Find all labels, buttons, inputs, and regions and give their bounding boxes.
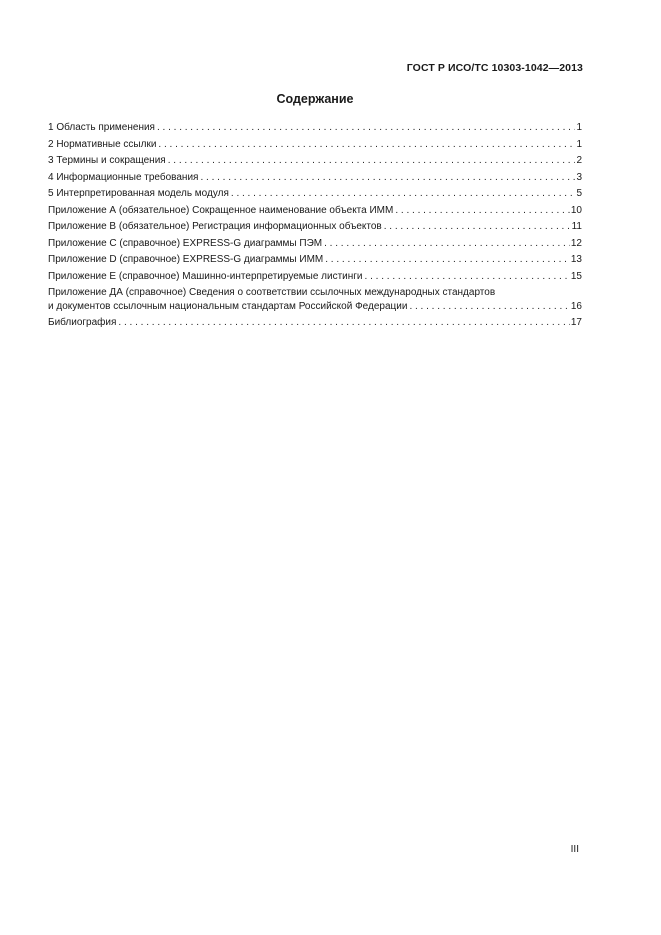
dot-leader (409, 300, 569, 314)
toc-entry-page: 16 (570, 300, 582, 312)
toc-entry-information-requirements[interactable] (48, 170, 582, 187)
toc-entry-label: Приложение А (обязательное) Сокращенное наименование объекта ИММ (48, 204, 394, 216)
dot-leader (384, 219, 571, 236)
toc-entry-module-model[interactable] (48, 186, 582, 203)
toc-entry-bibliography[interactable] (48, 315, 582, 332)
toc-entry-page: 1 (576, 138, 582, 150)
toc-entry-label: 1 Область применения (48, 122, 155, 133)
toc-entry-label: 3 Термины и сокращения (48, 155, 166, 166)
dot-leader (324, 236, 570, 253)
dot-leader (118, 315, 569, 332)
toc-entry-annex-b[interactable] (48, 219, 582, 236)
toc-entry-annex-da[interactable] (48, 286, 582, 313)
dot-leader (395, 203, 570, 220)
dot-leader (231, 186, 576, 203)
toc-entry-annex-c[interactable] (48, 236, 582, 253)
toc-entry-page: 15 (570, 270, 582, 282)
dot-leader (168, 153, 576, 170)
dot-leader (365, 269, 570, 286)
toc-title: Содержание (276, 92, 354, 106)
toc-entry-page: 11 (571, 221, 582, 232)
toc-entry-page: 12 (570, 237, 582, 249)
toc-entry-label: 5 Интерпретированная модель модуля (48, 188, 229, 199)
toc-entry-annex-da-line2 (48, 300, 582, 314)
toc-entry-annex-d[interactable] (48, 252, 582, 269)
toc-entry-label: Приложение D (справочное) EXPRESS-G диаграммы ИММ (48, 254, 324, 265)
toc-entry-page: 13 (570, 254, 582, 265)
toc-entry-page: 17 (570, 317, 582, 328)
toc-entry-label: Приложение В (обязательное) Регистрация информационных объектов (48, 221, 382, 232)
toc-entry-label: Приложение С (справочное) EXPRESS-G диаграммы ПЭМ (48, 237, 323, 249)
toc-entry-annex-a[interactable] (48, 203, 582, 220)
toc-entry-label: 2 Нормативные ссылки (48, 138, 157, 150)
toc-entry-annex-e[interactable] (48, 269, 582, 286)
toc-entry-label: Приложение Е (справочное) Машинно-интерпретируемые листинги (48, 270, 363, 282)
toc-entry-label: 4 Информационные требования (48, 171, 199, 183)
page-number: III (570, 844, 579, 855)
dot-leader (158, 137, 575, 154)
toc-entry-terms[interactable] (48, 153, 582, 170)
toc-entry-page: 5 (576, 188, 582, 199)
toc-entry-page: 10 (570, 204, 582, 216)
toc-entry-page: 1 (576, 122, 582, 133)
table-of-contents (48, 120, 582, 332)
toc-entry-scope[interactable] (48, 120, 582, 137)
dot-leader (157, 120, 575, 137)
toc-entry-label: Библиография (48, 317, 117, 328)
toc-entry-page: 3 (576, 171, 582, 183)
toc-entry-page: 2 (576, 155, 582, 166)
document-header: ГОСТ Р ИСО/ТС 10303-1042—2013 (406, 62, 583, 74)
dot-leader (325, 252, 570, 269)
toc-entry-label-line1: Приложение ДА (справочное) Сведения о соответствии ссылочных международных стандартов (48, 287, 496, 298)
toc-entry-normative-references[interactable] (48, 137, 582, 154)
dot-leader (200, 170, 575, 187)
toc-entry-label-line2: и документов ссылочным национальным стандартам Российской Федерации (48, 300, 408, 312)
